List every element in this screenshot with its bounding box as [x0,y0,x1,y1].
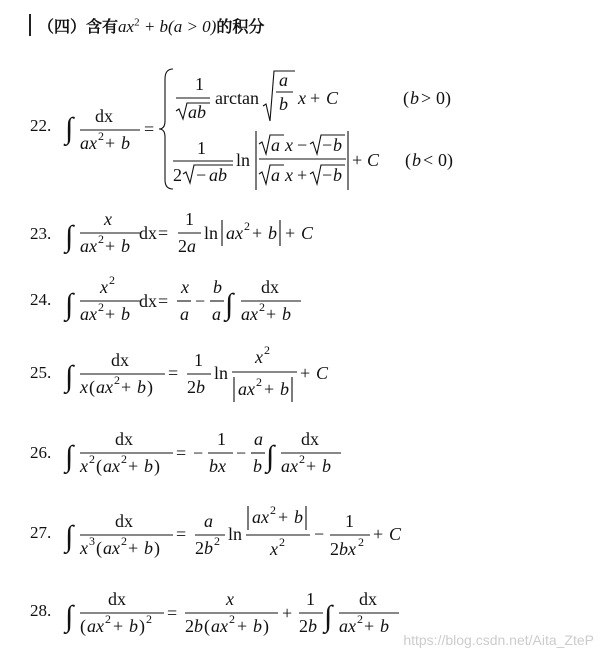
formula-22 [0,66,602,190]
section-title-prefix: （四）含有 [38,17,119,36]
formula-27 [0,502,602,566]
formula-26-math [65,426,355,482]
svg-text:1: 1 [345,511,354,531]
formula-23 [0,208,602,260]
svg-text:dx: dx [301,429,319,449]
svg-text:=: = [167,603,178,623]
svg-text:b: b [213,277,222,297]
svg-text:2: 2 [244,219,250,233]
svg-text:ln: ln [204,223,219,243]
svg-text:2: 2 [89,452,95,466]
svg-text:bx: bx [209,456,226,476]
svg-text:a: a [254,429,263,449]
svg-text:ln: ln [236,150,251,170]
svg-text:b: b [279,94,288,114]
svg-text:x: x [270,539,278,559]
svg-text:ax: ax [252,507,269,527]
svg-text:b: b [280,379,289,399]
svg-text:ax: ax [87,616,104,636]
formula-24-math [65,274,315,330]
svg-text:ax: ax [339,616,356,636]
section-title-suffix: 的积分 [216,17,265,36]
svg-text:2: 2 [256,375,262,389]
svg-text:−: − [322,135,333,155]
svg-text:x: x [80,538,88,558]
svg-text:b: b [322,456,331,476]
svg-text:a: a [271,135,280,155]
svg-text:dx: dx [139,291,157,311]
svg-text:(: ( [204,616,210,636]
svg-text:x: x [285,165,293,185]
svg-text:b: b [412,150,421,170]
svg-text:b: b [137,377,146,397]
svg-text:−: − [193,443,204,463]
svg-text:2: 2 [178,236,187,256]
formula-number: 22. [30,116,52,135]
svg-text:(: ( [405,150,411,170]
svg-text:+: + [282,603,293,623]
svg-text:∫: ∫ [324,600,333,633]
svg-text:+: + [128,538,139,558]
svg-text:x: x [80,456,88,476]
svg-text:b: b [268,223,277,243]
svg-text:+: + [278,507,289,527]
svg-text:+: + [105,236,116,256]
svg-text:ax: ax [80,236,97,256]
svg-text:b: b [196,377,205,397]
formula-27-math [65,502,415,566]
svg-text:2: 2 [114,373,120,387]
svg-text:(: ( [89,377,95,397]
svg-text:−: − [196,165,207,185]
svg-text:): ) [154,456,160,476]
svg-text:dx: dx [111,350,129,370]
formula-number: 25. [30,363,52,382]
svg-text:x: x [285,135,293,155]
svg-text:=: = [158,291,169,311]
svg-text:<: < [423,150,434,170]
svg-text:ax: ax [80,304,97,324]
svg-text:dx: dx [359,589,377,609]
formula-number: 26. [30,443,52,462]
svg-text:ax: ax [96,377,113,397]
svg-text:2: 2 [98,300,104,314]
svg-text:1: 1 [306,589,315,609]
svg-text:dx: dx [108,589,126,609]
svg-text:C: C [326,88,339,108]
svg-text:ax: ax [226,223,243,243]
svg-text:a: a [271,165,280,185]
svg-text:C: C [316,363,329,383]
svg-text:∫: ∫ [225,288,234,321]
svg-text:b: b [253,456,262,476]
svg-text:2: 2 [173,165,182,185]
svg-text:+: + [300,363,311,383]
formula-number: 27. [30,523,52,542]
svg-text:): ) [154,538,160,558]
svg-text:b: b [410,88,419,108]
svg-text:1: 1 [185,209,194,229]
svg-text:3: 3 [89,534,95,548]
svg-text:+: + [297,165,308,185]
svg-text:∫: ∫ [65,520,74,553]
svg-text:+: + [352,150,363,170]
svg-text:∫: ∫ [65,440,74,473]
formula-25 [0,344,602,408]
formula-22-math [65,66,485,190]
svg-text:2: 2 [185,616,194,636]
svg-text:+: + [105,133,116,153]
svg-text:2: 2 [299,616,308,636]
svg-text:(: ( [96,456,102,476]
svg-text:1: 1 [194,350,203,370]
svg-text:2: 2 [358,535,364,549]
svg-text:ax: ax [281,456,298,476]
svg-text:+: + [310,88,321,108]
svg-text:+: + [237,616,248,636]
formula-26 [0,426,602,482]
formula-number: 28. [30,601,52,620]
svg-text:ax: ax [241,304,258,324]
formula-number: 23. [30,224,52,243]
svg-text:−: − [236,443,247,463]
svg-text:b: b [308,616,317,636]
svg-text:2: 2 [299,452,305,466]
svg-text:x: x [181,277,189,297]
svg-text:C: C [301,223,314,243]
svg-text:2: 2 [279,535,285,549]
svg-text:b: b [282,304,291,324]
svg-text:2: 2 [357,612,363,626]
svg-text:dx: dx [261,277,279,297]
svg-text:2: 2 [121,534,127,548]
svg-text:2: 2 [229,612,235,626]
svg-text:1: 1 [195,74,204,94]
svg-text:C: C [367,150,380,170]
svg-text:ln: ln [214,363,229,383]
svg-text:b: b [333,165,342,185]
svg-text:ax: ax [211,616,228,636]
svg-text:dx: dx [115,511,133,531]
svg-text:ax: ax [80,133,97,153]
svg-text:): ) [139,616,145,636]
svg-text:ln: ln [228,524,243,544]
svg-text:2: 2 [98,129,104,143]
svg-text:arctan: arctan [215,88,259,108]
svg-text:C: C [389,524,402,544]
svg-text:x: x [226,589,234,609]
svg-text:x: x [255,347,263,367]
svg-text:b: b [121,304,130,324]
svg-text:b: b [194,616,203,636]
svg-text:+: + [285,223,296,243]
svg-text:b: b [144,456,153,476]
svg-text:−: − [314,524,325,544]
svg-text:−: − [322,165,333,185]
svg-text:−: − [195,291,206,311]
svg-text:0): 0) [438,150,453,170]
formula-28-math [65,584,405,644]
formula-25-math [65,344,345,408]
svg-text:2: 2 [98,232,104,246]
svg-text:+: + [252,223,263,243]
svg-text:∫: ∫ [65,112,74,145]
svg-text:+: + [266,304,277,324]
section-title-expression: $ax^2 + b(a > 0)$ [118,16,217,36]
svg-text:2: 2 [214,534,220,548]
svg-text:2: 2 [259,300,265,314]
svg-text:b: b [204,538,213,558]
svg-text:x: x [104,209,112,229]
svg-text:b: b [333,135,342,155]
svg-text:b: b [129,616,138,636]
svg-text:1: 1 [217,429,226,449]
svg-text:a: a [279,70,288,90]
svg-text:+: + [113,616,124,636]
formula-24 [0,274,602,330]
svg-text:2: 2 [109,273,115,287]
svg-text:+: + [128,456,139,476]
svg-text:∫: ∫ [65,288,74,321]
svg-text:2: 2 [187,377,196,397]
svg-text:): ) [147,377,153,397]
svg-text:ax: ax [103,538,120,558]
svg-text:=: = [176,524,187,544]
svg-text:b: b [121,236,130,256]
svg-text:(: ( [80,616,86,636]
svg-text:): ) [263,616,269,636]
section-title [38,14,264,37]
svg-text:2: 2 [105,612,111,626]
svg-text:=: = [168,363,179,383]
svg-text:=: = [176,443,187,463]
formula-23-math [65,208,335,260]
svg-text:2: 2 [270,503,276,517]
svg-text:+: + [121,377,132,397]
svg-text:(: ( [96,538,102,558]
svg-text:bx: bx [339,539,356,559]
svg-text:(: ( [403,88,409,108]
svg-text:∫: ∫ [65,600,74,633]
svg-text:2: 2 [146,612,152,626]
svg-text:−: − [297,135,308,155]
watermark: https://blog.csdn.net/Aita_ZteP [403,632,594,648]
svg-text:+: + [306,456,317,476]
svg-text:ax: ax [238,379,255,399]
numerator-dx: dx [95,106,113,126]
svg-text:dx: dx [115,429,133,449]
svg-text:x: x [80,377,88,397]
svg-text:ab: ab [188,102,206,122]
formula-number: 24. [30,290,52,309]
svg-text:dx: dx [139,223,157,243]
svg-text:a: a [187,236,196,256]
svg-text:x: x [100,277,108,297]
svg-text:b: b [294,507,303,527]
svg-text:=: = [144,119,155,139]
svg-text:b: b [380,616,389,636]
svg-text:a: a [180,304,189,324]
svg-text:1: 1 [197,138,206,158]
svg-text:∫: ∫ [65,220,74,253]
svg-text:a: a [204,511,213,531]
svg-text:∫: ∫ [266,440,275,473]
svg-text:2: 2 [330,539,339,559]
svg-text:ax: ax [103,456,120,476]
svg-text:b: b [144,538,153,558]
section-marker [29,14,31,36]
svg-text:ab: ab [209,165,227,185]
svg-text:b: b [253,616,262,636]
svg-text:+: + [364,616,375,636]
svg-text:∫: ∫ [65,360,74,393]
svg-text:2: 2 [264,343,270,357]
svg-text:a: a [212,304,221,324]
svg-text:+: + [373,524,384,544]
svg-text:2: 2 [195,538,204,558]
svg-text:>: > [421,88,432,108]
svg-text:=: = [158,223,169,243]
svg-text:0): 0) [436,88,451,108]
svg-text:x: x [298,88,306,108]
svg-text:+: + [105,304,116,324]
svg-text:2: 2 [121,452,127,466]
svg-text:b: b [121,133,130,153]
svg-text:+: + [264,379,275,399]
